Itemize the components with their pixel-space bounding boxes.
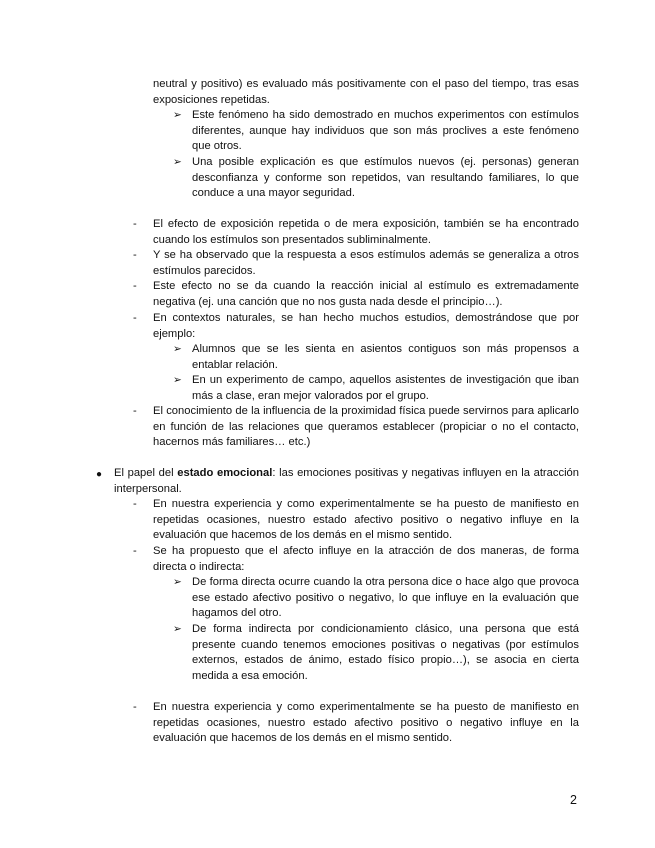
arrow-item-field-experiment: En un experimento de campo, aquellos asistentes de investigación que iban más a clase, eran mejor valorados por el grupo.	[192, 374, 579, 402]
section-emotional-state	[114, 466, 579, 497]
dash-bullet-icon: -	[133, 405, 137, 417]
section-lead-text: El papel del	[114, 467, 178, 479]
arrow-item-direct: De forma directa ocurre cuando la otra persona dice o hace algo que provoca ese estado afectivo positivo o negativo, lo que influye en la evaluación que hagamos del otro.	[192, 576, 579, 620]
intro-paragraph: neutral y positivo) es evaluado más positivamente con el paso del tiempo, tras esas exposiciones repetidas.	[153, 78, 579, 106]
arrow-item-phenomenon: Este fenómeno ha sido demostrado en muchos experimentos con estímulos diferentes, aunque hay individuos que son más proclives a este fenómeno que otros.	[192, 109, 579, 153]
dash-item-negative-reaction: Este efecto no se da cuando la reacción inicial al estímulo es extremadamente negativa (ej. una canción que no nos gusta nada desde el principio…).	[153, 280, 579, 308]
bullet-dot-icon: ●	[96, 469, 103, 480]
arrow-bullet-icon: ➢	[173, 156, 182, 168]
dash-bullet-icon: -	[133, 312, 137, 324]
dash-bullet-icon: -	[133, 249, 137, 261]
arrow-item-indirect: De forma indirecta por condicionamiento clásico, una persona que está presente cuando tenemos emociones positivas o negativas (por estímulos externos, estados de ánimo, estado físico propio…), se asocia en cierta medida a esa emoción.	[192, 623, 579, 682]
dash-bullet-icon: -	[133, 701, 137, 713]
arrow-bullet-icon: ➢	[173, 623, 182, 635]
dash-item-experience-repeat: En nuestra experiencia y como experimentalmente se ha puesto de manifiesto en repetidas ocasiones, nuestro estado afectivo positivo o negativo influye en la evaluación que hacemos de los demás en el mismo sentido.	[153, 701, 579, 745]
dash-bullet-icon: -	[133, 498, 137, 510]
arrow-bullet-icon: ➢	[173, 109, 182, 121]
dash-item-subliminal: El efecto de exposición repetida o de mera exposición, también se ha encontrado cuando los estímulos son presentados subliminalmente.	[153, 218, 579, 246]
arrow-item-explanation: Una posible explicación es que estímulos nuevos (ej. personas) generan desconfianza y conforme son repetidos, van resultando familiares, lo que conduce a una mayor seguridad.	[192, 156, 579, 200]
arrow-bullet-icon: ➢	[173, 576, 182, 588]
dash-item-two-ways: Se ha propuesto que el afecto influye en la atracción de dos maneras, de forma directa o indirecta:	[153, 545, 579, 573]
section-bold-term: estado emocional	[177, 467, 273, 479]
dash-item-generalization: Y se ha observado que la respuesta a esos estímulos además se generaliza a otros estímulos parecidos.	[153, 249, 579, 277]
dash-bullet-icon: -	[133, 545, 137, 557]
page-number: 2	[570, 793, 577, 807]
arrow-bullet-icon: ➢	[173, 343, 182, 355]
dash-item-proximity: El conocimiento de la influencia de la proximidad física puede servirnos para aplicarlo en función de las relaciones que queramos establecer (propiciar o no el contacto, hacernos más familiares… etc.)	[153, 405, 579, 449]
dash-bullet-icon: -	[133, 218, 137, 230]
arrow-bullet-icon: ➢	[173, 374, 182, 386]
section-rest-text: : las emociones positivas y negativas influyen en la atracción interpersonal.	[114, 467, 579, 495]
dash-item-experience: En nuestra experiencia y como experimentalmente se ha puesto de manifiesto en repetidas ocasiones, nuestro estado afectivo positivo o negativo influye en la evaluación que hacemos de los demás en el mismo sentido.	[153, 498, 579, 542]
dash-bullet-icon: -	[133, 280, 137, 292]
dash-item-natural-contexts: En contextos naturales, se han hecho muchos estudios, demostrándose que por ejemplo:	[153, 312, 579, 340]
arrow-item-contiguous-seats: Alumnos que se les sienta en asientos contiguos son más propensos a entablar relación.	[192, 343, 579, 371]
